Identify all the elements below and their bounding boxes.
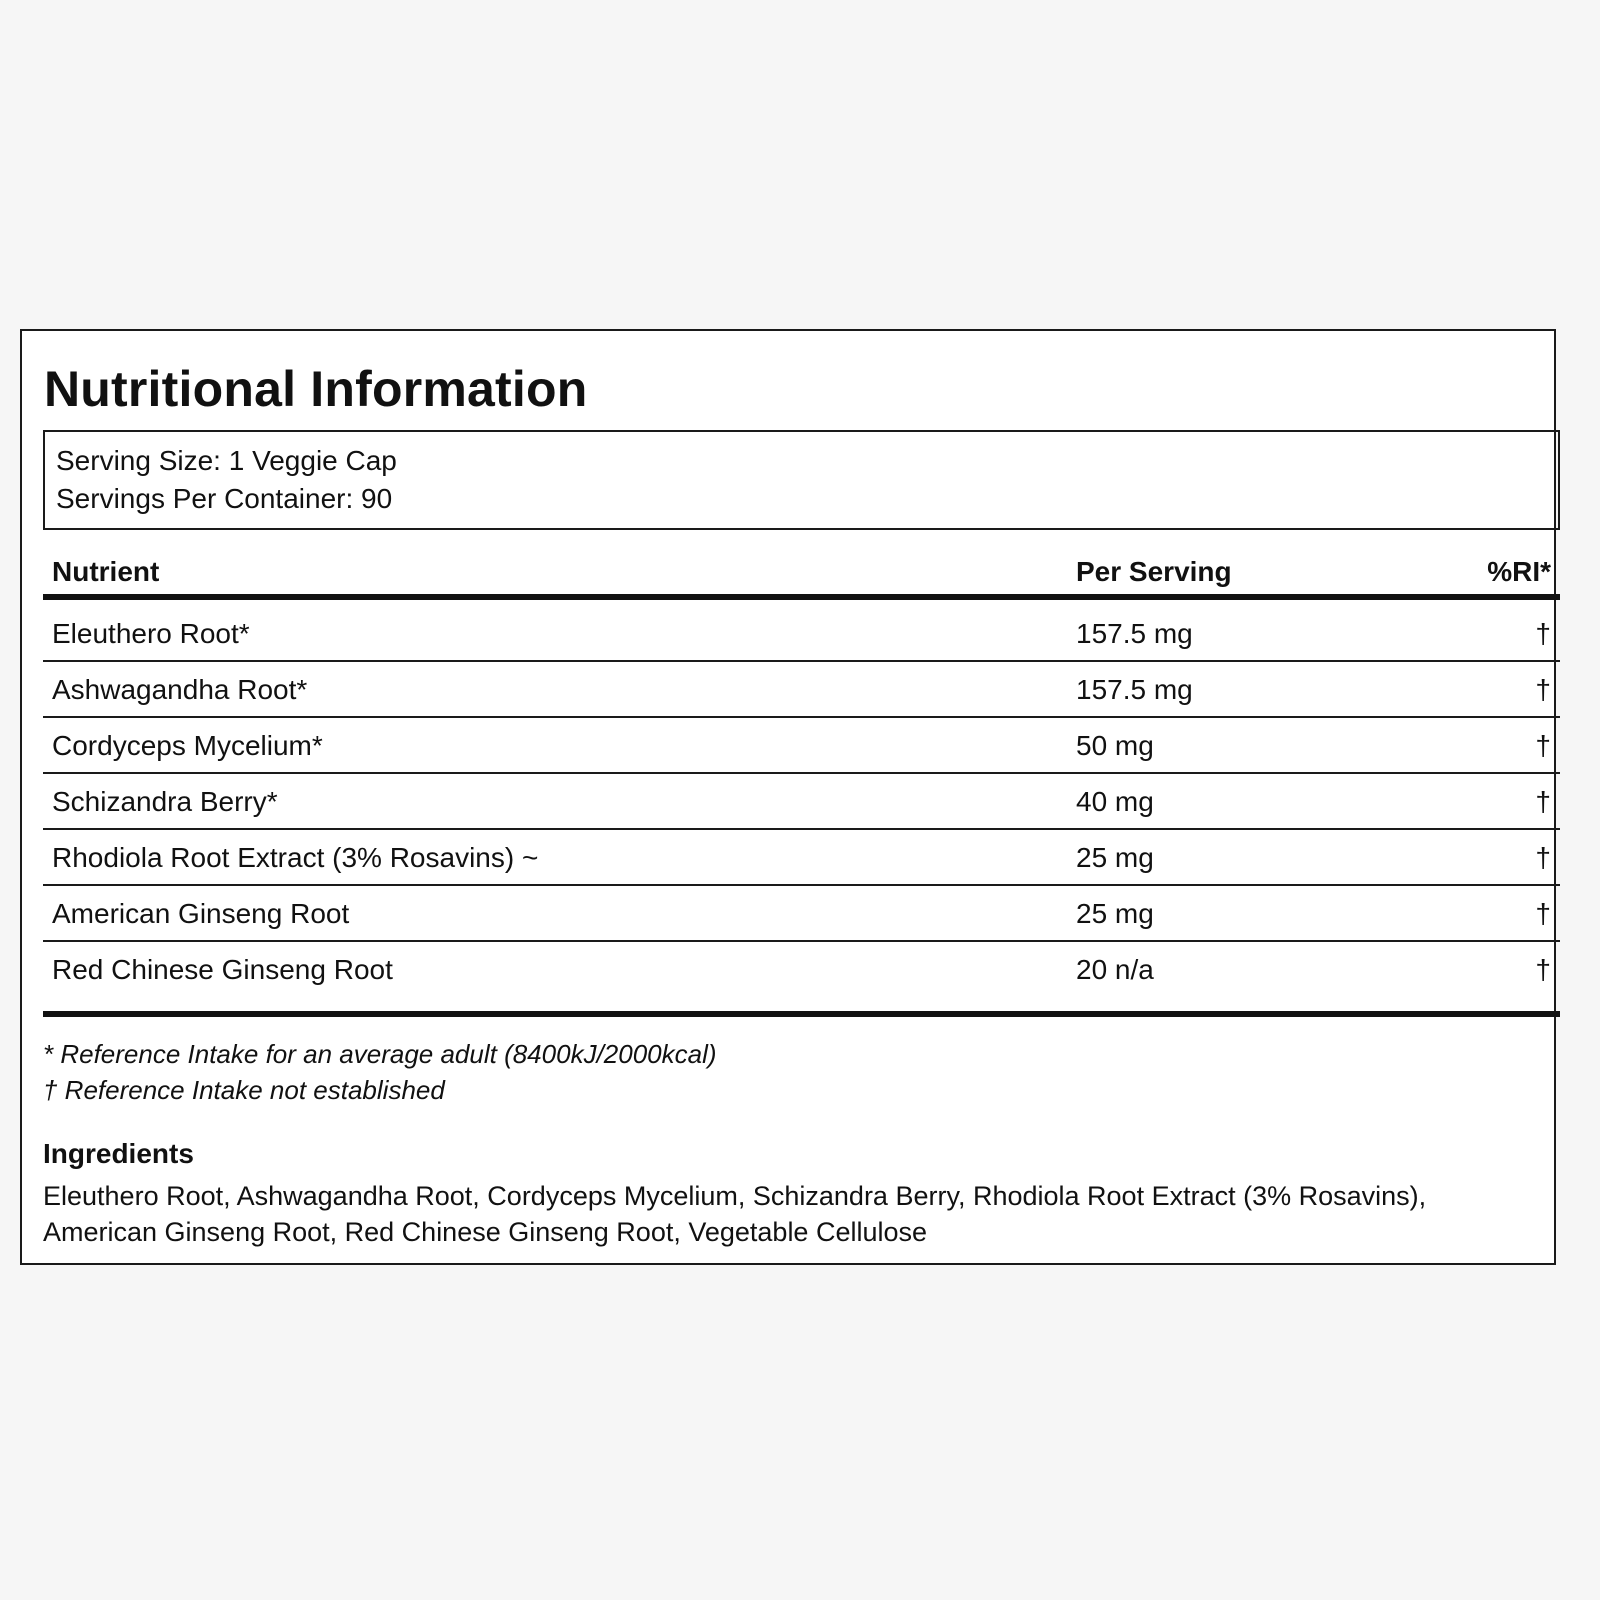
per-serving-value: 50 mg bbox=[1076, 730, 1154, 761]
per-serving-value: 40 mg bbox=[1076, 786, 1154, 817]
footnote-ri-average: * Reference Intake for an average adult (8400kJ/2000kcal) bbox=[43, 1039, 717, 1069]
per-serving-value: 20 n/a bbox=[1076, 954, 1154, 985]
ri-value: † bbox=[1535, 674, 1551, 705]
ri-value: † bbox=[1535, 730, 1551, 761]
table-bottom-rule bbox=[43, 1011, 1560, 1017]
table-row bbox=[43, 886, 1560, 942]
ingredients-heading: Ingredients bbox=[43, 1138, 194, 1169]
nutrient-name: Red Chinese Ginseng Root bbox=[52, 954, 393, 985]
ingredients-list: Eleuthero Root, Ashwagandha Root, Cordyceps Mycelium, Schizandra Berry, Rhodiola Root Extract (3% Rosavins), American Ginseng Root, Red Chinese Ginseng Root, Vegetable Cellulose bbox=[43, 1181, 1427, 1247]
header-ri: %RI* bbox=[1487, 556, 1551, 587]
table-row bbox=[43, 606, 1560, 662]
per-serving-value: 25 mg bbox=[1076, 842, 1154, 873]
serving-info-box bbox=[43, 430, 1560, 530]
footnote-ri-not-established: † Reference Intake not established bbox=[43, 1075, 445, 1105]
ri-value: † bbox=[1535, 842, 1551, 873]
servings-per-container: Servings Per Container: 90 bbox=[56, 483, 393, 514]
nutrient-rows bbox=[43, 606, 1560, 998]
nutrient-name: Eleuthero Root* bbox=[52, 618, 250, 649]
per-serving-value: 157.5 mg bbox=[1076, 618, 1193, 649]
ri-value: † bbox=[1535, 786, 1551, 817]
table-header bbox=[43, 549, 1560, 594]
ri-value: † bbox=[1535, 954, 1551, 985]
panel-title: Nutritional Information bbox=[44, 361, 588, 417]
nutrient-name: Schizandra Berry* bbox=[52, 786, 278, 817]
header-nutrient: Nutrient bbox=[52, 556, 160, 587]
nutrient-name: Rhodiola Root Extract (3% Rosavins) ~ bbox=[52, 842, 539, 873]
nutrition-panel bbox=[20, 329, 1556, 1265]
serving-size: Serving Size: 1 Veggie Cap bbox=[56, 445, 397, 476]
nutrient-name: Cordyceps Mycelium* bbox=[52, 730, 323, 761]
nutrient-name: American Ginseng Root bbox=[52, 898, 350, 929]
header-rule bbox=[43, 594, 1560, 600]
per-serving-value: 157.5 mg bbox=[1076, 674, 1193, 705]
table-row bbox=[43, 942, 1560, 998]
table-row bbox=[43, 774, 1560, 830]
footnotes bbox=[43, 1036, 1560, 1108]
per-serving-value: 25 mg bbox=[1076, 898, 1154, 929]
table-row bbox=[43, 718, 1560, 774]
ri-value: † bbox=[1535, 898, 1551, 929]
header-per-serving: Per Serving bbox=[1076, 556, 1232, 587]
table-row bbox=[43, 662, 1560, 718]
table-row bbox=[43, 830, 1560, 886]
nutrient-name: Ashwagandha Root* bbox=[52, 674, 308, 705]
ri-value: † bbox=[1535, 618, 1551, 649]
